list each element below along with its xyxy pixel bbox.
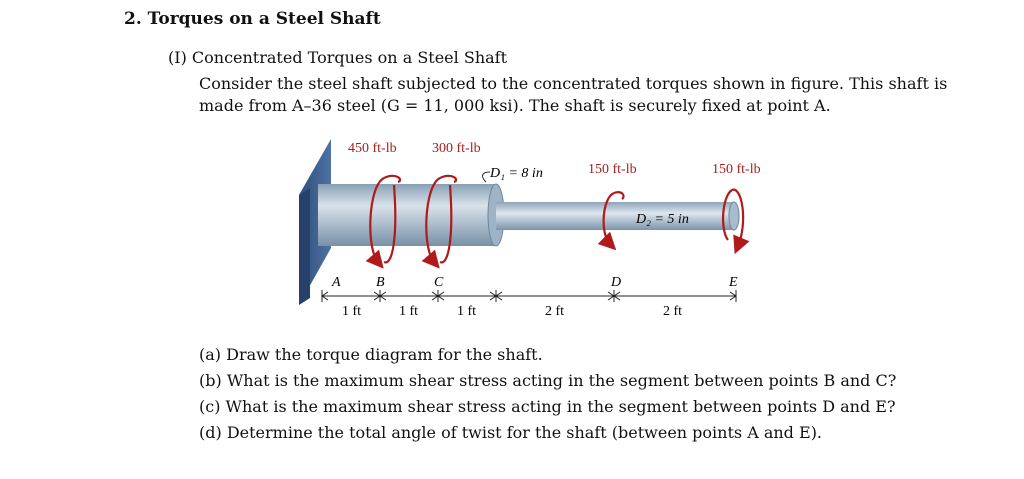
problem-subtitle: (I) Concentrated Torques on a Steel Shaft	[168, 48, 508, 67]
dimension-line	[322, 290, 736, 302]
diameter-label-d1: D₁ = 8 in	[490, 166, 543, 181]
d1-leader	[483, 172, 490, 182]
point-label-e: E	[729, 275, 738, 290]
question-c: (c) What is the maximum shear stress acting in the segment between points D and E?	[199, 397, 896, 416]
intro-line-1: Consider the steel shaft subjected to the concentrated torques shown in figure. This shaft is	[199, 74, 948, 93]
torque-label-c: 300 ft-lb	[432, 141, 481, 156]
length-label-ab: 1 ft	[342, 304, 362, 319]
length-label-de: 2 ft	[663, 304, 683, 319]
point-label-d: D	[611, 275, 622, 290]
question-list	[199, 342, 896, 446]
shaft-large-segment	[318, 184, 504, 246]
length-label-bc: 1 ft	[399, 304, 419, 319]
torque-label-e: 150 ft-lb	[712, 162, 761, 177]
problem-title: 2. Torques on a Steel Shaft	[124, 9, 381, 29]
shaft-small-segment	[496, 202, 739, 230]
question-b: (b) What is the maximum shear stress acting in the segment between points B and C?	[199, 371, 897, 390]
torque-label-d: 150 ft-lb	[588, 162, 637, 177]
question-d: (d) Determine the total angle of twist for the shaft (between points A and E).	[199, 423, 823, 442]
point-label-c: C	[434, 275, 444, 290]
torque-label-b: 450 ft-lb	[348, 141, 397, 156]
point-label-a: A	[332, 275, 341, 290]
intro-line-2: made from A–36 steel (G = 11, 000 ksi). The shaft is securely fixed at point A.	[199, 96, 831, 115]
length-label-cd: 2 ft	[545, 304, 565, 319]
question-a: (a) Draw the torque diagram for the shaft.	[199, 345, 543, 364]
point-label-b: B	[376, 275, 385, 290]
length-label-cc: 1 ft	[457, 304, 477, 319]
diameter-label-d2: D₂ = 5 in	[636, 212, 689, 227]
